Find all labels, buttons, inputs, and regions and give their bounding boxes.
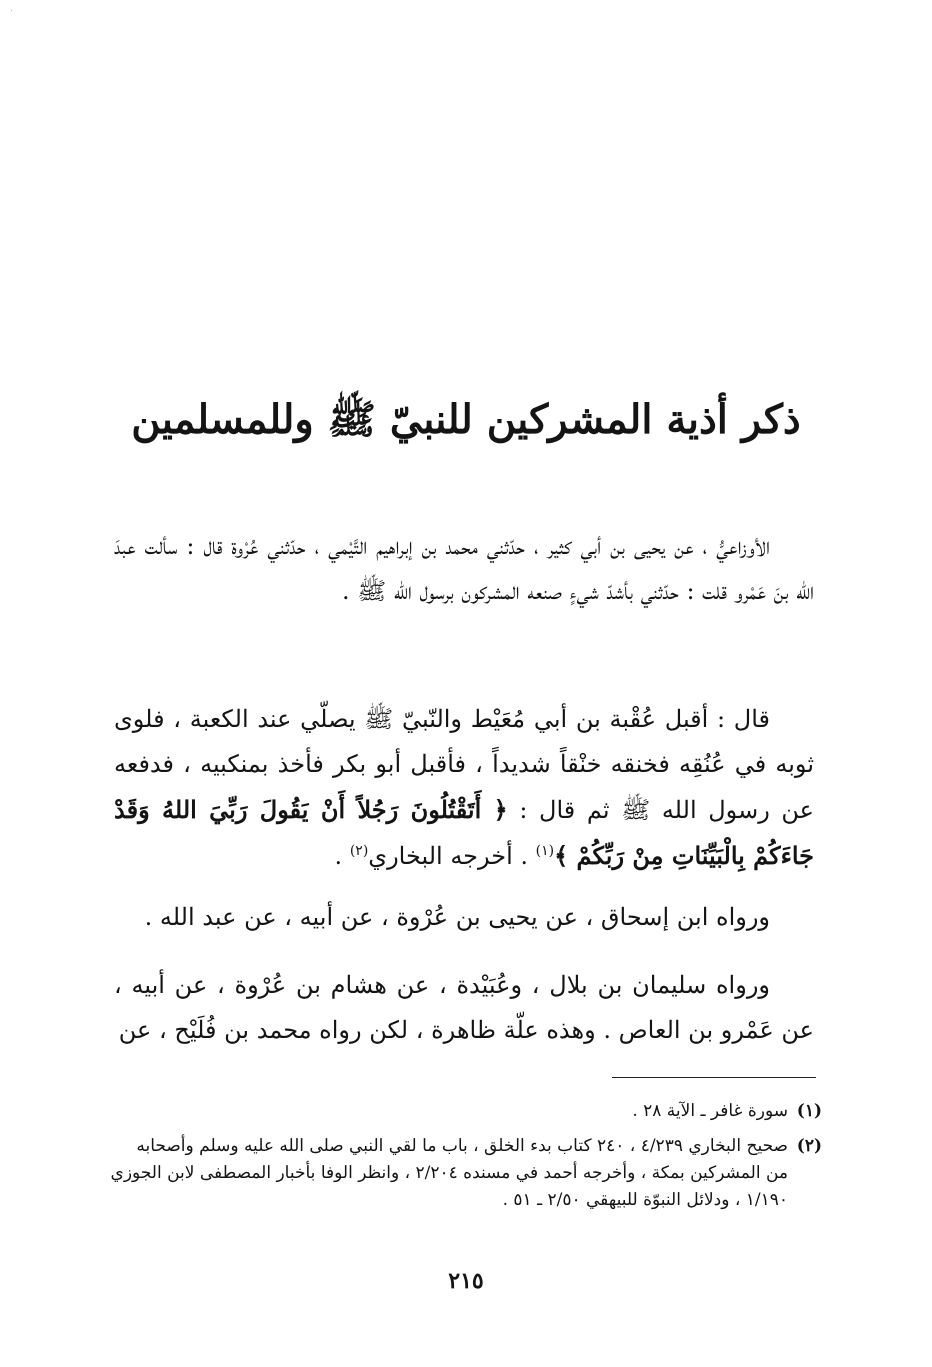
footnote-divider xyxy=(612,1077,816,1078)
paragraph-1-text: الأوزاعيُّ ، عن يحيى بن أبي كثير ، حدّثني محمد بن إبراهيم التَّيْمي ، حدّثني عُرْوة قال : سألت عبدَ الله بنَ عَمْرو قلت : حدّثني بأشدّ شيءٍ صنعه المشركون برسول الله ﷺ . xyxy=(114,532,814,605)
quran-verse: ﴿ أَتَقْتُلُونَ رَجُلاً أَنْ يَقُولَ رَبِّيَ اللهُ وَقَدْ جَاءَكُمْ بِالْبَيِّنَاتِ مِنْ رَبِّكُمْ ﴾ xyxy=(114,795,814,870)
paragraph-1 xyxy=(114,524,814,614)
paragraph-4 xyxy=(114,963,814,1053)
footnote-1-number: (١) xyxy=(796,1101,822,1121)
footnotes xyxy=(110,1098,822,1222)
paragraph-2 xyxy=(114,697,814,879)
paragraph-3-text: ورواه ابن إسحاق ، عن يحيى بن عُرْوة ، عن أبيه ، عن عبد الله . xyxy=(144,903,770,931)
paragraph-3 xyxy=(114,895,814,940)
paragraph-2-text xyxy=(114,697,814,879)
paragraph-2-before: قال : أقبل عُقْبة بن أبي مُعَيْط والنّبيّ ﷺ يصلّي عند الكعبة ، فلوى ثوبه في عُنُقِه فخنقه خنْقاً شديداً ، فأقبل أبو بكر فأخذ بمنكبيه ، فدفعه عن رسول الله ﷺ ثم قال : xyxy=(114,705,814,824)
scan-mark: · xyxy=(10,6,14,17)
paragraph-4-text: ورواه سليمان بن بلال ، وعُبَيْدة ، عن هشام بن عُرْوة ، عن أبيه ، عن عَمْرو بن العاص . وهذه علّة ظاهرة ، لكن رواه محمد بن فُلَيْح ، عن xyxy=(114,971,814,1044)
footnote-1 xyxy=(110,1098,822,1125)
footnote-2-text: صحيح البخاري ٤/٢٣٩ ، ٢٤٠ كتاب بدء الخلق ، باب ما لقي النبي صلى الله عليه وسلم وأصحابه من المشركين بمكة ، وأخرجه أحمد في مسنده ٢/٢٠٤ ، وانظر الوفا بأخبار المصطفى لابن الجوزي ١/١٩٠ ، ودلائل النبوّة للبيهقي ٢/٥٠ ـ ٥١ . xyxy=(110,1136,788,1210)
footnote-ref-2: (٢) xyxy=(349,843,369,859)
page-number: ٢١٥ xyxy=(448,1268,484,1294)
footnote-ref-1: (١) xyxy=(535,843,555,859)
paragraph-2-middle: . أخرجه البخاري xyxy=(368,842,536,870)
paragraph-2-after: . xyxy=(334,842,350,870)
footnote-2-number: (٢) xyxy=(796,1136,822,1156)
chapter-title: ذكر أذية المشركين للنبيّ ﷺ وللمسلمين xyxy=(131,395,801,443)
footnote-2 xyxy=(110,1133,822,1214)
footnote-1-text: سورة غافر ـ الآية ٢٨ . xyxy=(632,1101,788,1121)
